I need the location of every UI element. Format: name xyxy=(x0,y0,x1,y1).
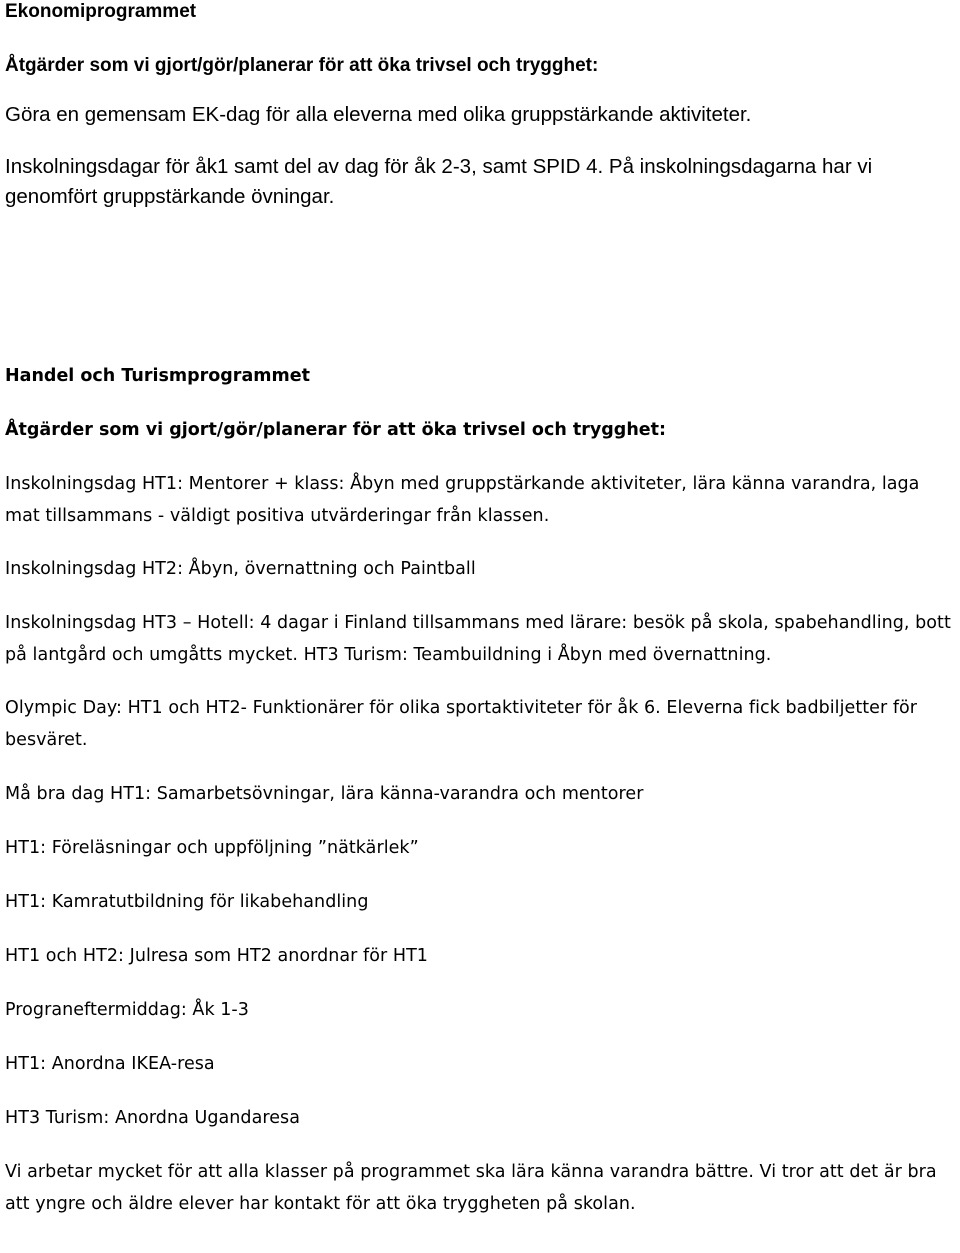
paragraph: Inskolningsdag HT3 – Hotell: 4 dagar i Finland tillsammans med lärare: besök på skola, spabehandling, bott på lantgård och umgåtts mycket. HT3 Turism: Teambuildning i Åbyn med övernattning. xyxy=(5,613,951,665)
paragraph: Inskolningsdag HT2: Åbyn, övernattning och Paintball xyxy=(5,559,476,579)
paragraph: Göra en gemensam EK-dag för alla eleverna med olika gruppstärkande aktiviteter. xyxy=(5,103,752,126)
paragraph: HT1 och HT2: Julresa som HT2 anordnar för HT1 xyxy=(5,946,428,966)
paragraph: HT3 Turism: Anordna Ugandaresa xyxy=(5,1108,300,1128)
paragraph: Olympic Day: HT1 och HT2- Funktionärer för olika sportaktiviteter för åk 6. Eleverna fick badbiljetter för besväret. xyxy=(5,698,918,750)
section-handel-och-turismprogrammet xyxy=(0,360,956,1220)
paragraph: Må bra dag HT1: Samarbetsövningar, lära känna-varandra och mentorer xyxy=(5,784,644,804)
paragraph: Inskolningsdag HT1: Mentorer + klass: Åbyn med gruppstärkande aktiviteter, lära känna varandra, laga mat tillsammans - väldigt positiva utvärderingar från klassen. xyxy=(5,474,920,526)
section-subtitle: Åtgärder som vi gjort/gör/planerar för att öka trivsel och trygghet: xyxy=(5,420,667,440)
section-title: Handel och Turismprogrammet xyxy=(5,366,310,386)
paragraph: HT1: Kamratutbildning för likabehandling xyxy=(5,892,369,912)
section-ekonomiprogrammet xyxy=(0,0,956,212)
paragraph: Prograneftermiddag: Åk 1-3 xyxy=(5,1000,249,1020)
paragraph: HT1: Föreläsningar och uppföljning ”nätkärlek” xyxy=(5,838,419,858)
paragraph: Vi arbetar mycket för att alla klasser på programmet ska lära känna varandra bättre. Vi tror att det är bra att yngre och äldre elever har kontakt för att öka tryggheten på skolan. xyxy=(5,1162,937,1214)
section-subtitle: Åtgärder som vi gjort/gör/planerar för att öka trivsel och trygghet: xyxy=(5,55,599,76)
section-title: Ekonomiprogrammet xyxy=(5,1,197,22)
paragraph: Inskolningsdagar för åk1 samt del av dag för åk 2-3, samt SPID 4. På inskolningsdagarna har vi genomfört gruppstärkande övningar. xyxy=(5,155,873,208)
paragraph: HT1: Anordna IKEA-resa xyxy=(5,1054,215,1074)
